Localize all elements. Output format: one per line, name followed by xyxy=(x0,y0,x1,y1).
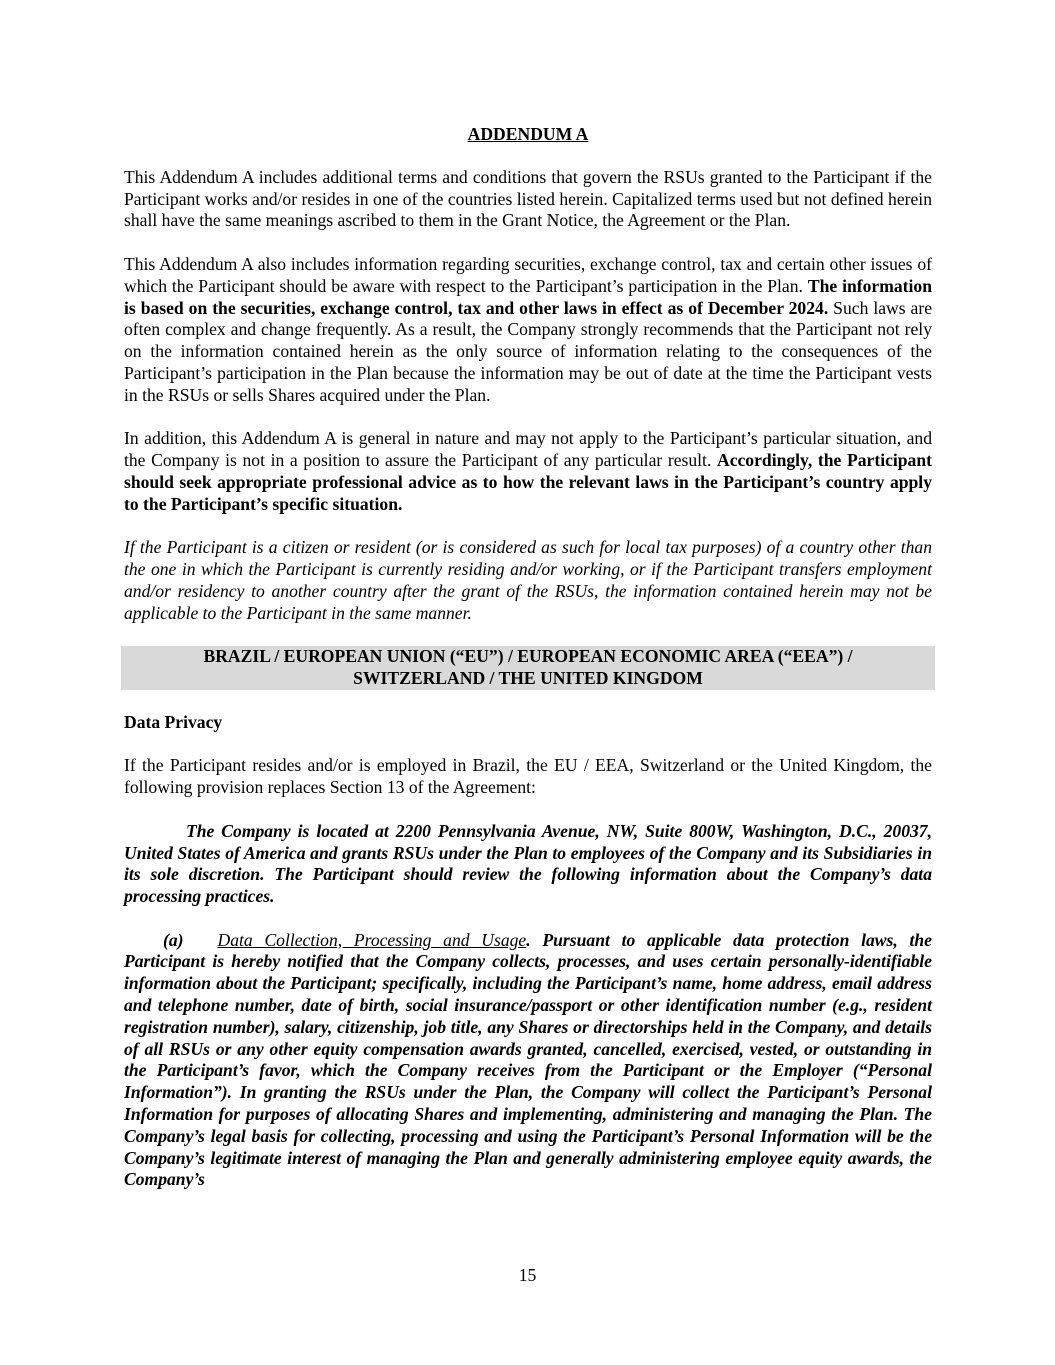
clause-a-text: . Pursuant to applicable data protection laws, the Participant is hereby notified that the Company collects, processes, and uses certain personally-identifiable information about the Participant; specifically, including the Participant’s name, home address, email address and telephone number, date of birth, social insurance/passport or other identification number (e.g., resident registration number), salary, citizenship, job title, any Shares or directorships held in the Company, and details of all RSUs or any other equity compensation awards granted, cancelled, exercised, vested, or outstanding in the Participant’s favor, which the Company receives from the Participant or the Employer (“Personal Information”). In granting the RSUs under the Plan, the Company will collect the Participant’s Personal Information for purposes of allocating Shares and implementing, administering and managing the Plan. The Company’s legal basis for collecting, processing and using the Participant’s Personal Information will be the Company’s legitimate interest of managing the Plan and generally administering employee equity awards, the Company’s xyxy=(124,929,932,1190)
info-paragraph xyxy=(124,254,932,407)
info-paragraph-text-2: Such laws are often complex and change frequently. As a result, the Company strongly recommends that the Participant not rely on the information contained herein as the only source of information relating to the consequences of the Participant’s participation in the Plan because the information may be out of date at the time the Participant vests in the RSUs or sells Shares acquired under the Plan. xyxy=(124,297,933,405)
company-paragraph: The Company is located at 2200 Pennsylvania Avenue, NW, Suite 800W, Washington, D.C., 20037, United States of America and grants RSUs under the Plan to employees of the Company and its Subsidiaries in its sole discretion. The Participant should review the following information about the Company’s data processing practices. xyxy=(124,820,932,907)
page-number: 15 xyxy=(518,1265,537,1285)
clause-a-label: (a) xyxy=(163,929,184,950)
residency-note-paragraph: If the Participant is a citizen or resident (or is considered as such for local tax purposes) of a country other than the one in which the Participant is currently residing and/or working, or if the Participant transfers employment and/or residency to another country after the grant of the RSUs, the information contained herein may not be applicable to the Participant in the same manner. xyxy=(124,537,932,623)
general-paragraph-bold: Accordingly, the Participant should seek appropriate professional advice as to how the relevant laws in the Participant’s country apply to the Participant’s specific situation. xyxy=(124,450,933,514)
section-banner-line-2: SWITZERLAND / THE UNITED KINGDOM xyxy=(353,668,703,689)
info-paragraph-bold: The information is based on the securities, exchange control, tax and other laws in effect as of December 2024. xyxy=(124,275,932,318)
info-paragraph-text-1: This Addendum A also includes information regarding securities, exchange control, tax and certain other issues of which the Participant should be aware with respect to the Participant’s participation in the Plan. xyxy=(124,253,932,296)
clause-a-heading: Data Collection, Processing and Usage xyxy=(217,929,527,950)
data-privacy-intro: If the Participant resides and/or is employed in Brazil, the EU / EEA, Switzerland or the United Kingdom, the following provision replaces Section 13 of the Agreement: xyxy=(124,755,932,798)
section-banner-line-1: BRAZIL / EUROPEAN UNION (“EU”) / EUROPEAN ECONOMIC AREA (“EEA”) / xyxy=(203,646,853,667)
intro-paragraph: This Addendum A includes additional terms and conditions that govern the RSUs granted to the Participant if the Participant works and/or resides in one of the countries listed herein. Capitalized terms used but not defined herein shall have the same meanings ascribed to them in the Grant Notice, the Agreement or the Plan. xyxy=(124,166,932,231)
document-page xyxy=(124,124,932,1191)
addendum-title: ADDENDUM A xyxy=(467,124,589,144)
data-privacy-heading: Data Privacy xyxy=(124,711,223,732)
clause-a-paragraph xyxy=(124,930,932,1192)
section-banner xyxy=(121,646,935,690)
general-paragraph-text: In addition, this Addendum A is general in nature and may not apply to the Participant’s particular situation, and the Company is not in a position to assure the Participant of any particular result. xyxy=(124,428,932,471)
general-paragraph xyxy=(124,428,932,515)
